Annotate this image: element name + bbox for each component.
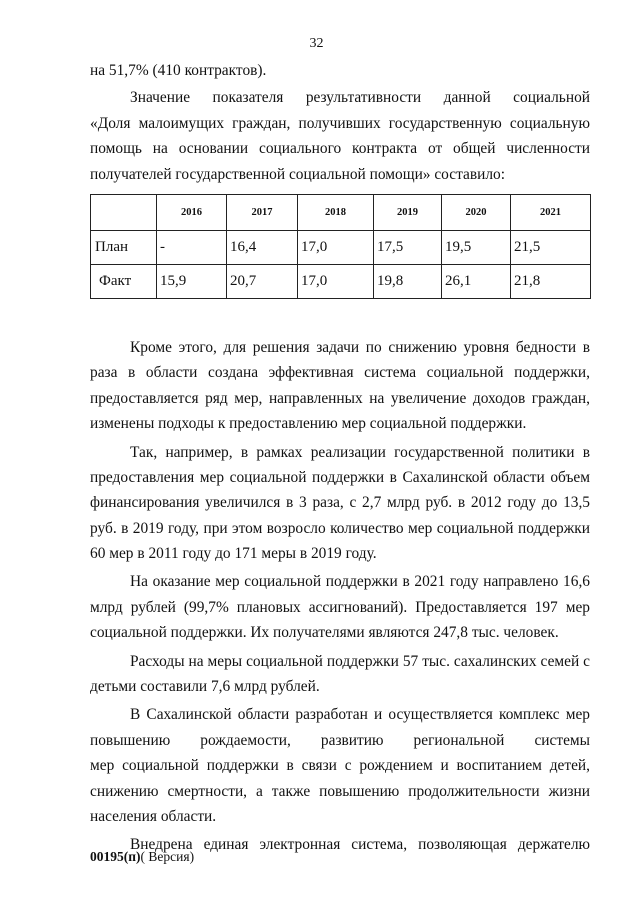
- table-cell: 17,0: [298, 230, 374, 264]
- paragraph-2021-support: [90, 569, 590, 645]
- text-line: Расходы на меры социальной поддержки 57 тыс. сахалинских семей с: [130, 652, 590, 670]
- document-body: [90, 58, 590, 858]
- table-header-cell: 2019: [374, 194, 442, 230]
- text-line: млрд рублей (99,7% плановых ассигнований). Предоставляется 197 мер: [90, 598, 590, 616]
- text-line: социальной поддержки. Их получателями являются 247,8 тыс. человек.: [90, 624, 559, 642]
- table-cell: 17,5: [374, 230, 442, 264]
- table-cell: 15,9: [157, 264, 227, 298]
- text-line: предоставления мер социальной поддержки в Сахалинской области объем: [90, 468, 590, 486]
- document-footer: [90, 849, 194, 865]
- table-header-row: [91, 194, 591, 230]
- table-cell: 19,8: [374, 264, 442, 298]
- page-number: 32: [309, 36, 324, 51]
- table-cell: 20,7: [227, 264, 298, 298]
- paragraph-indicator: [90, 85, 590, 187]
- table-cell: 19,5: [442, 230, 511, 264]
- text-line: раза в области создана эффективная система социальной поддержки,: [90, 364, 590, 382]
- table-header-cell: 2016: [157, 194, 227, 230]
- document-code: 00195(п): [90, 849, 141, 864]
- table-cell: 26,1: [442, 264, 511, 298]
- text-line: на 51,7% (410 контрактов).: [90, 62, 267, 79]
- table-cell: 17,0: [298, 264, 374, 298]
- version-label: ( Версия): [140, 849, 195, 864]
- table-header-cell: 2021: [511, 194, 591, 230]
- paragraph-families: [90, 649, 590, 700]
- table-header-cell: [91, 194, 157, 230]
- text-line: населения области.: [90, 807, 217, 825]
- text-line: Значение показателя результативности данной социальной: [130, 89, 590, 107]
- table-cell: 16,4: [227, 230, 298, 264]
- text-line: детьми составили 7,6 млрд рублей.: [90, 678, 320, 696]
- text-line: Внедрена единая электронная система, позволяющая держателю: [130, 836, 590, 854]
- table-row-plan: [91, 230, 591, 264]
- table-cell: 21,8: [511, 264, 591, 298]
- text-line: изменены подходы к предоставлению мер социальной поддержки.: [90, 415, 527, 433]
- text-line: предоставляется ряд мер, направленных на увеличение доходов граждан,: [90, 389, 590, 407]
- text-line: повышению рождаемости, развитию региональной системы: [90, 731, 590, 749]
- results-table: [90, 194, 591, 299]
- paragraph-birthrate: [90, 702, 590, 829]
- table-row-fact: [91, 264, 591, 298]
- text-line: получателей государственной социальной помощи» составило:: [90, 165, 505, 183]
- text-line: На оказание мер социальной поддержки в 2021 году направлено 16,6: [130, 573, 590, 591]
- row-label: Факт: [91, 264, 157, 298]
- text-line: мер социальной поддержки в связи с рождением и воспитанием детей,: [90, 757, 590, 775]
- table-cell: -: [157, 230, 227, 264]
- text-line: помощь на основании социального контракта от общей численности: [90, 140, 590, 158]
- table-cell: 21,5: [511, 230, 591, 264]
- paragraph-financing: [90, 440, 590, 567]
- text-line: финансирования увеличился в 3 раза, с 2,7 млрд руб. в 2012 году до 13,5: [90, 494, 590, 512]
- text-line: снижению смертности, а также повышению продолжительности жизни: [90, 782, 590, 800]
- paragraph-contracts: [90, 58, 590, 83]
- table-header-cell: 2017: [227, 194, 298, 230]
- text-line: 60 мер в 2011 году до 171 меры в 2019 году.: [90, 545, 377, 563]
- text-line: руб. в 2019 году, при этом возросло количество мер социальной поддержки: [90, 519, 590, 537]
- paragraph-poverty: [90, 335, 590, 437]
- text-line: Так, например, в рамках реализации государственной политики в: [130, 443, 590, 461]
- text-line: Кроме этого, для решения задачи по снижению уровня бедности в: [130, 338, 590, 356]
- text-line: «Доля малоимущих граждан, получивших государственную социальную: [90, 114, 590, 132]
- table-header-cell: 2020: [442, 194, 511, 230]
- table-header-cell: 2018: [298, 194, 374, 230]
- text-line: В Сахалинской области разработан и осуществляется комплекс мер: [130, 706, 590, 724]
- row-label: План: [91, 230, 157, 264]
